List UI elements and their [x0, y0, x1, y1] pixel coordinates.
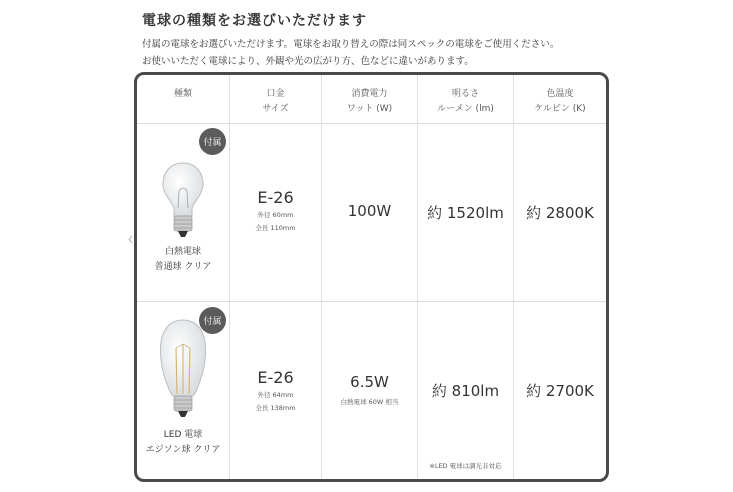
- base-size-value: E-26: [257, 368, 294, 387]
- bulb-diameter: 外径 64mm: [257, 391, 294, 399]
- bulb-subname: エジソン球 クリア: [145, 445, 221, 455]
- wattage-cell: [321, 302, 417, 479]
- description-line-2: お使いいただく電球により、外観や光の広がり方、色などに違いがあります。: [142, 56, 474, 67]
- lumen-value: 約 1520lm: [427, 204, 504, 222]
- brightness-cell: [417, 302, 513, 479]
- base-size-cell: [229, 123, 321, 301]
- bulb-type-cell: [137, 123, 229, 301]
- base-size-value: E-26: [257, 188, 294, 207]
- wattage-value: 100W: [347, 202, 392, 220]
- kelvin-value: 約 2800K: [526, 204, 594, 222]
- header-base: 口金 サイズ: [229, 75, 321, 123]
- table-header: [137, 75, 606, 124]
- header-brightness: 明るさ ルーメン (lm): [417, 75, 513, 123]
- bulb-diameter: 外径 60mm: [257, 211, 294, 219]
- chevron-left-icon[interactable]: [128, 235, 133, 244]
- color-temperature-cell: [513, 123, 606, 301]
- lumen-value: 約 810lm: [431, 382, 500, 400]
- led-edison-bulb-icon: [157, 318, 209, 420]
- bulb-length: 全長 138mm: [255, 404, 296, 412]
- bulb-name: LED 電球: [163, 430, 203, 440]
- color-temperature-cell: [513, 302, 606, 479]
- wattage-equivalent-note: 白熱電球 60W 相当: [340, 398, 399, 406]
- brightness-cell: [417, 123, 513, 301]
- dimming-footnote: ※LED 電球は調光非対応: [429, 462, 502, 470]
- included-badge: 付属: [199, 307, 226, 334]
- incandescent-bulb-icon: [161, 161, 205, 239]
- header-color-temperature: 色温度 ケルビン (K): [513, 75, 606, 123]
- bulb-type-cell: [137, 302, 229, 479]
- page-title: 電球の種類をお選びいただけます: [142, 13, 367, 29]
- included-badge: 付属: [199, 128, 226, 155]
- spec-table: [134, 72, 609, 482]
- header-type: 種類: [173, 89, 192, 99]
- wattage-cell: [321, 123, 417, 301]
- bulb-subname: 普通球 クリア: [154, 262, 212, 272]
- bulb-length: 全長 110mm: [255, 224, 296, 232]
- header-wattage: 消費電力 ワット (W): [321, 75, 417, 123]
- kelvin-value: 約 2700K: [526, 382, 594, 400]
- table-row: [137, 123, 606, 302]
- table-row: [137, 302, 606, 479]
- description-line-1: 付属の電球をお選びいただけます。電球をお取り替えの際は同スペックの電球をご使用ください。: [142, 39, 560, 50]
- base-size-cell: [229, 302, 321, 479]
- wattage-value: 6.5W: [350, 373, 389, 391]
- bulb-name: 白熱電球: [164, 247, 201, 257]
